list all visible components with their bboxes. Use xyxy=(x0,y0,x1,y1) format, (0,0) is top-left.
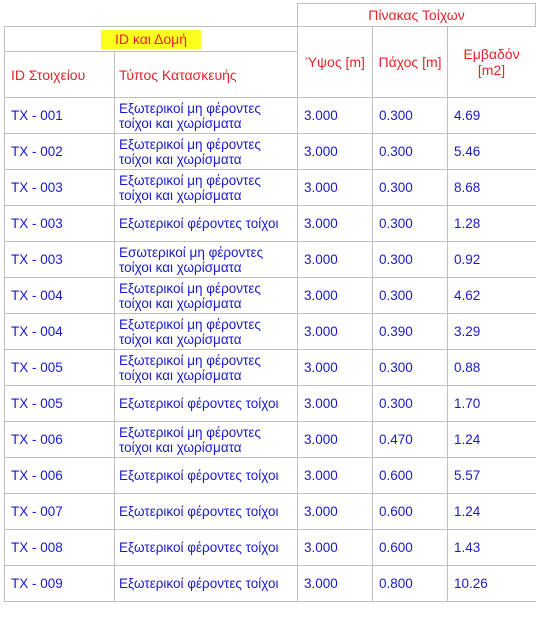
cell-height: 3.000 xyxy=(298,458,373,494)
cell-id: TX - 004 xyxy=(5,278,115,314)
group-header xyxy=(5,27,298,52)
cell-thickness: 0.390 xyxy=(373,314,448,350)
cell-height: 3.000 xyxy=(298,530,373,566)
cell-type: Εξωτερικοί μη φέροντες τοίχοι και χωρίσματα xyxy=(115,350,298,386)
cell-area: 8.68 xyxy=(448,170,536,206)
col-header-area: Εμβαδόν [m2] xyxy=(448,27,536,98)
table-row xyxy=(5,386,536,422)
col-header-type: Τύπος Κατασκευής xyxy=(115,52,298,98)
cell-type: Εξωτερικοί φέροντες τοίχοι xyxy=(115,566,298,602)
cell-height: 3.000 xyxy=(298,170,373,206)
cell-height: 3.000 xyxy=(298,494,373,530)
cell-id: TX - 006 xyxy=(5,458,115,494)
cell-id: TX - 001 xyxy=(5,98,115,134)
walls-table-body xyxy=(5,4,536,602)
cell-area: 4.62 xyxy=(448,278,536,314)
cell-thickness: 0.470 xyxy=(373,422,448,458)
cell-type: Εξωτερικοί μη φέροντες τοίχοι και χωρίσματα xyxy=(115,422,298,458)
cell-thickness: 0.300 xyxy=(373,98,448,134)
cell-id: TX - 005 xyxy=(5,350,115,386)
cell-type: Εξωτερικοί μη φέροντες τοίχοι και χωρίσματα xyxy=(115,134,298,170)
cell-type: Εξωτερικοί φέροντες τοίχοι xyxy=(115,458,298,494)
cell-id: TX - 002 xyxy=(5,134,115,170)
table-row xyxy=(5,206,536,242)
cell-area: 1.43 xyxy=(448,530,536,566)
cell-height: 3.000 xyxy=(298,242,373,278)
cell-id: TX - 007 xyxy=(5,494,115,530)
cell-area: 0.92 xyxy=(448,242,536,278)
group-label: ID και Δομή xyxy=(101,30,201,49)
table-title: Πίνακας Τοίχων xyxy=(298,4,536,27)
cell-height: 3.000 xyxy=(298,386,373,422)
cell-height: 3.000 xyxy=(298,278,373,314)
cell-type: Εσωτερικοί μη φέροντες τοίχοι και χωρίσματα xyxy=(115,242,298,278)
blank-title-cell xyxy=(5,4,298,27)
cell-area: 3.29 xyxy=(448,314,536,350)
cell-id: TX - 005 xyxy=(5,386,115,422)
cell-id: TX - 003 xyxy=(5,170,115,206)
cell-thickness: 0.600 xyxy=(373,530,448,566)
cell-height: 3.000 xyxy=(298,206,373,242)
cell-height: 3.000 xyxy=(298,422,373,458)
cell-id: TX - 006 xyxy=(5,422,115,458)
cell-type: Εξωτερικοί μη φέροντες τοίχοι και χωρίσματα xyxy=(115,98,298,134)
table-row xyxy=(5,350,536,386)
cell-type: Εξωτερικοί φέροντες τοίχοι xyxy=(115,530,298,566)
table-row xyxy=(5,566,536,602)
cell-area: 1.70 xyxy=(448,386,536,422)
cell-area: 1.24 xyxy=(448,422,536,458)
table-row xyxy=(5,242,536,278)
table-row xyxy=(5,170,536,206)
table-title-row xyxy=(5,4,536,27)
col-header-thickness: Πάχος [m] xyxy=(373,27,448,98)
cell-area: 10.26 xyxy=(448,566,536,602)
cell-thickness: 0.300 xyxy=(373,350,448,386)
table-row xyxy=(5,530,536,566)
cell-height: 3.000 xyxy=(298,98,373,134)
col-header-id: ID Στοιχείου xyxy=(5,52,115,98)
cell-area: 4.69 xyxy=(448,98,536,134)
col-header-height: Ύψος [m] xyxy=(298,27,373,98)
cell-thickness: 0.300 xyxy=(373,134,448,170)
walls-table xyxy=(4,3,536,602)
cell-type: Εξωτερικοί φέροντες τοίχοι xyxy=(115,494,298,530)
table-row xyxy=(5,98,536,134)
group-header-row xyxy=(5,27,536,52)
cell-thickness: 0.300 xyxy=(373,170,448,206)
table-row xyxy=(5,422,536,458)
cell-id: TX - 008 xyxy=(5,530,115,566)
cell-id: TX - 009 xyxy=(5,566,115,602)
cell-thickness: 0.300 xyxy=(373,278,448,314)
cell-height: 3.000 xyxy=(298,134,373,170)
table-row xyxy=(5,494,536,530)
cell-type: Εξωτερικοί μη φέροντες τοίχοι και χωρίσματα xyxy=(115,278,298,314)
cell-thickness: 0.600 xyxy=(373,494,448,530)
table-row xyxy=(5,314,536,350)
cell-area: 5.46 xyxy=(448,134,536,170)
cell-area: 0.88 xyxy=(448,350,536,386)
cell-id: TX - 003 xyxy=(5,206,115,242)
cell-area: 5.57 xyxy=(448,458,536,494)
cell-thickness: 0.300 xyxy=(373,242,448,278)
cell-type: Εξωτερικοί μη φέροντες τοίχοι και χωρίσματα xyxy=(115,170,298,206)
table-row xyxy=(5,278,536,314)
table-row xyxy=(5,458,536,494)
table-row xyxy=(5,134,536,170)
cell-height: 3.000 xyxy=(298,566,373,602)
cell-type: Εξωτερικοί φέροντες τοίχοι xyxy=(115,206,298,242)
cell-area: 1.28 xyxy=(448,206,536,242)
cell-id: TX - 003 xyxy=(5,242,115,278)
cell-type: Εξωτερικοί φέροντες τοίχοι xyxy=(115,386,298,422)
cell-thickness: 0.600 xyxy=(373,458,448,494)
cell-id: TX - 004 xyxy=(5,314,115,350)
cell-type: Εξωτερικοί μη φέροντες τοίχοι και χωρίσματα xyxy=(115,314,298,350)
cell-height: 3.000 xyxy=(298,314,373,350)
cell-thickness: 0.300 xyxy=(373,206,448,242)
cell-area: 1.24 xyxy=(448,494,536,530)
cell-height: 3.000 xyxy=(298,350,373,386)
cell-thickness: 0.300 xyxy=(373,386,448,422)
cell-thickness: 0.800 xyxy=(373,566,448,602)
